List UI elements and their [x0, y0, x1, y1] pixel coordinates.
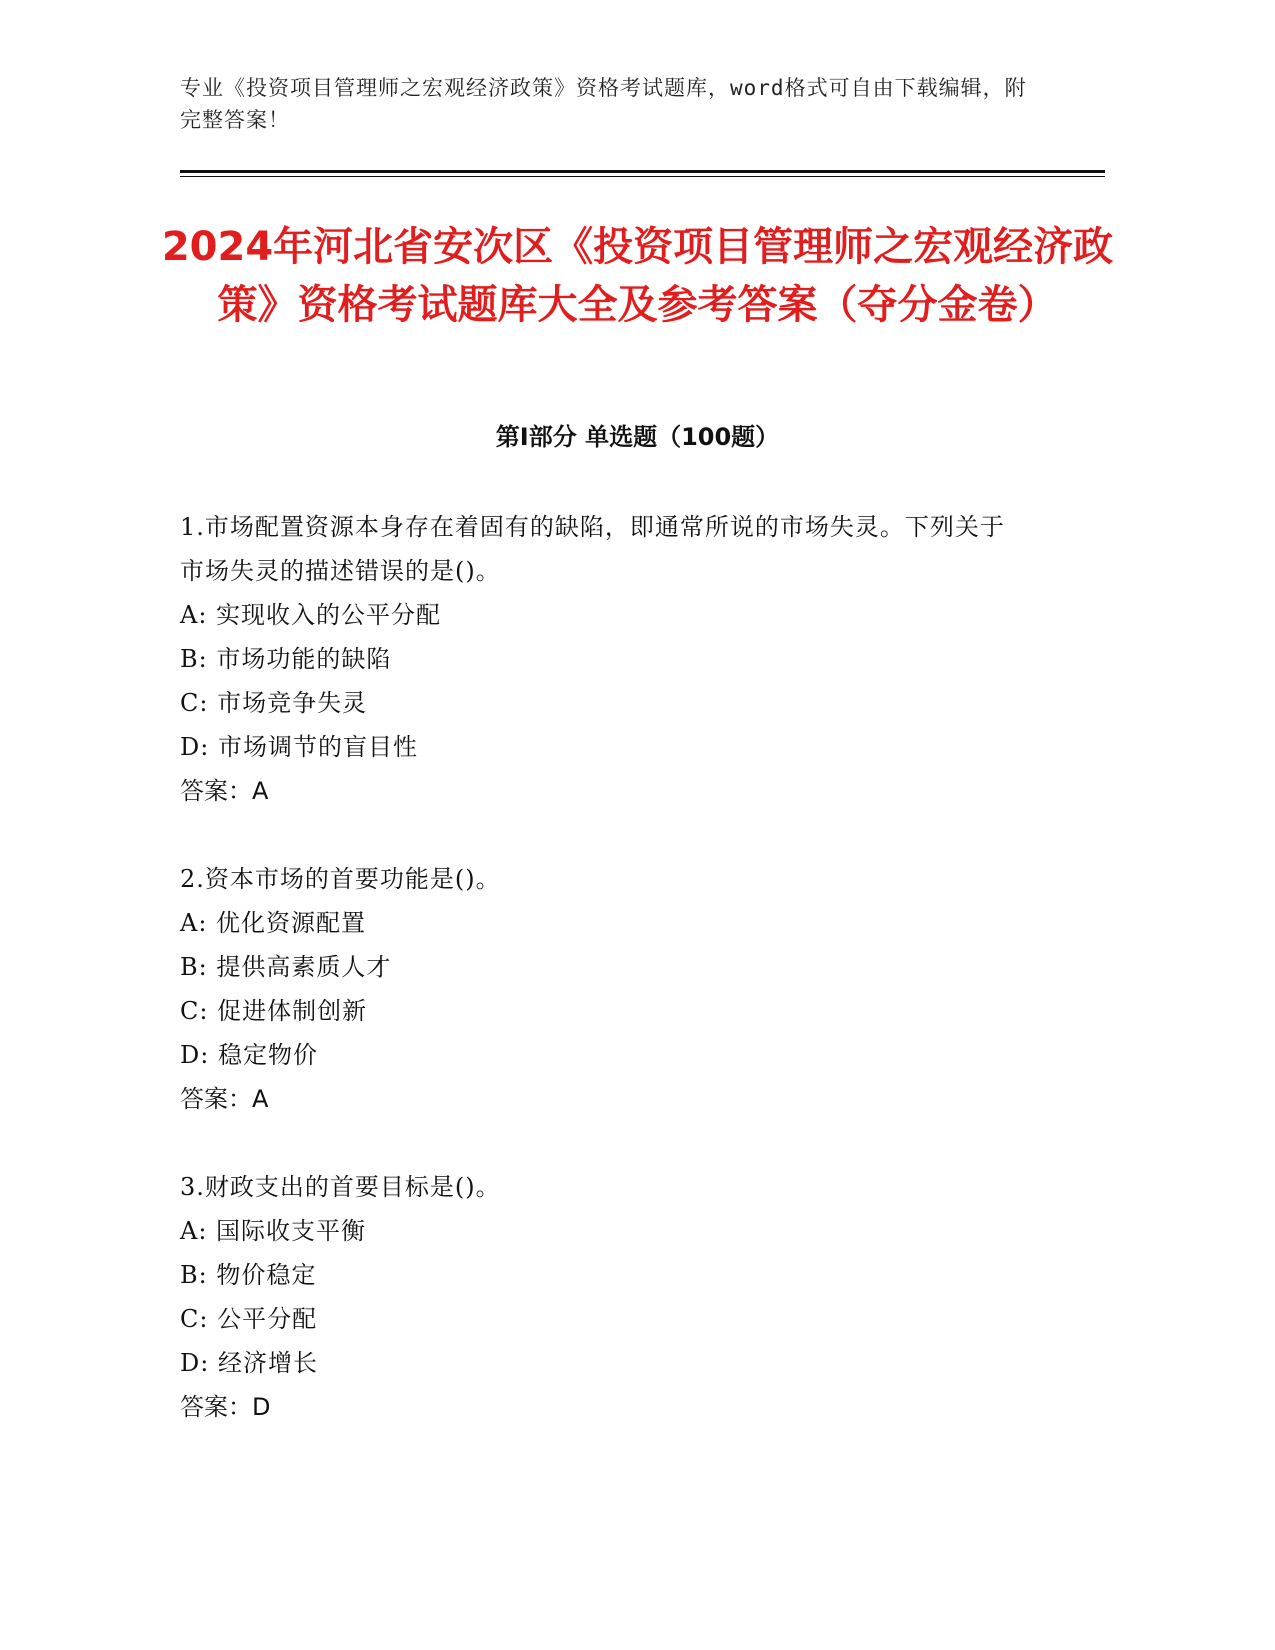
header-rule-thick	[180, 170, 1105, 173]
document-title: 2024年河北省安次区《投资项目管理师之宏观经济政策》资格考试题库大全及参考答案（夺分金卷）	[161, 224, 1114, 328]
question-list	[180, 505, 1020, 1473]
option-d: D: 稳定物价	[180, 1041, 318, 1069]
question-2	[180, 857, 1020, 1121]
question-stem: 1.市场配置资源本身存在着固有的缺陷，即通常所说的市场失灵。下列关于市场失灵的描述错误的是()。	[180, 513, 1005, 585]
option-c: C: 公平分配	[180, 1305, 318, 1333]
question-1	[180, 505, 1020, 813]
option-d: D: 市场调节的盲目性	[180, 733, 418, 761]
option-c: C: 促进体制创新	[180, 997, 368, 1025]
answer: 答案：A	[180, 1085, 269, 1113]
option-c: C: 市场竞争失灵	[180, 689, 368, 717]
question-3	[180, 1165, 1020, 1429]
question-stem: 2.资本市场的首要功能是()。	[180, 865, 501, 893]
option-b: B: 市场功能的缺陷	[180, 645, 392, 673]
option-a: A: 优化资源配置	[180, 909, 367, 937]
option-b: B: 提供高素质人才	[180, 953, 392, 981]
option-b: B: 物价稳定	[180, 1261, 317, 1289]
section-title: 第I部分 单选题（100题）	[495, 423, 780, 451]
header-rule-thin	[180, 176, 1105, 177]
question-stem: 3.财政支出的首要目标是()。	[180, 1173, 501, 1201]
header-note: 专业《投资项目管理师之宏观经济政策》资格考试题库，word格式可自由下载编辑，附完整答案！	[180, 76, 1027, 132]
answer: 答案：D	[180, 1393, 271, 1421]
option-a: A: 实现收入的公平分配	[180, 601, 442, 629]
option-a: A: 国际收支平衡	[180, 1217, 367, 1245]
answer: 答案：A	[180, 777, 269, 805]
option-d: D: 经济增长	[180, 1349, 318, 1377]
